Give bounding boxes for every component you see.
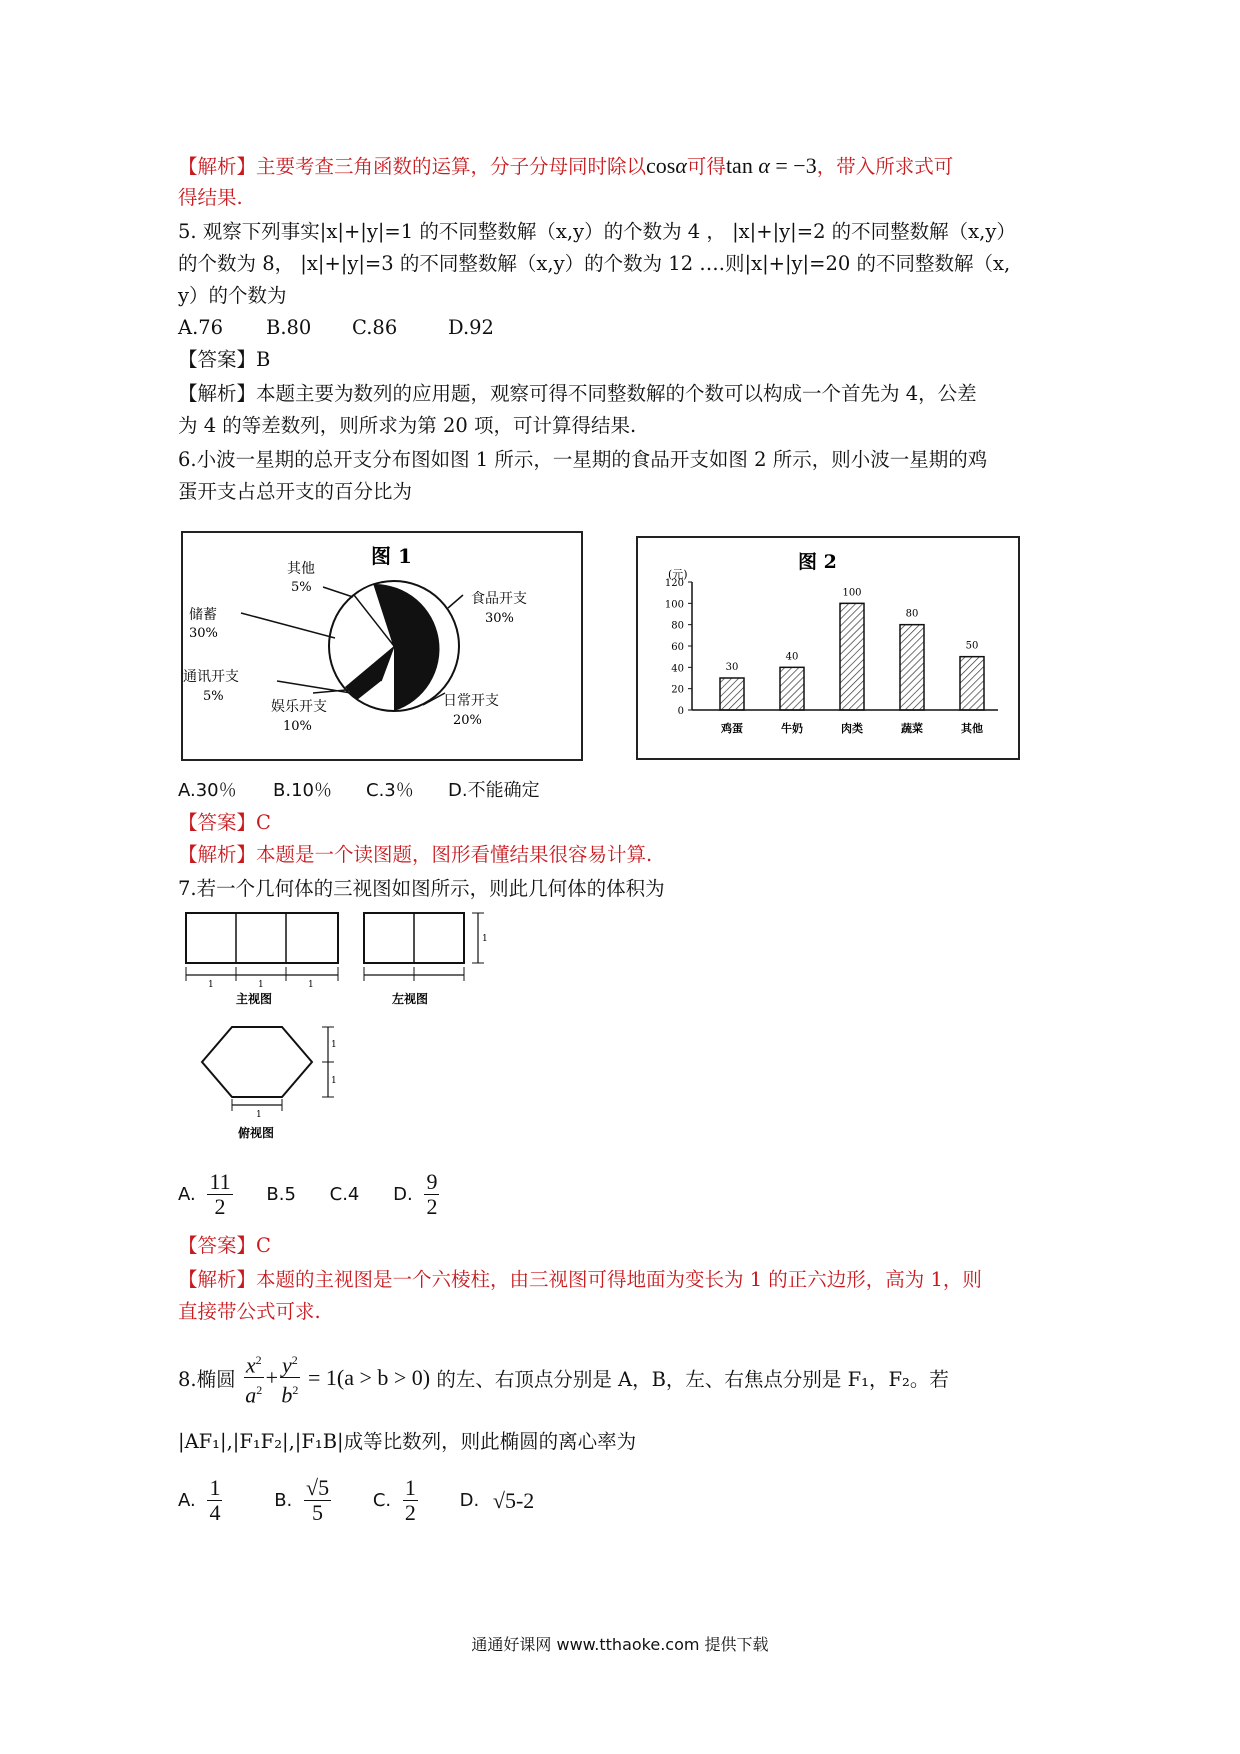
q6-line1: 6.小波一星期的总开支分布图如图 1 所示，一星期的食品开支如图 2 所示，则小波一星期的鸡: [178, 448, 988, 471]
q5-line1: 5. 观察下列事实|x|+|y|=1 的不同整数解（x,y）的个数为 4 ， |x|+|y|=2 的不同整数解（x,y）: [178, 220, 1016, 243]
option-a: A.30％: [178, 780, 237, 801]
front-view-label: 主视图: [236, 992, 273, 1006]
y-tick-label: 40: [671, 663, 684, 675]
denominator: 2: [404, 1500, 416, 1525]
q6-analysis: 【解析】本题是一个读图题，图形看懂结果很容易计算.: [178, 843, 653, 866]
left-height-1: 1: [482, 934, 488, 944]
front-dim-1: 1: [208, 980, 214, 990]
q8-rest: 的左、右顶点分别是 A，B，左、右焦点分别是 F₁，F₂。若: [436, 1367, 949, 1391]
numerator: √5: [306, 1475, 330, 1500]
math-cos-alpha: [646, 153, 687, 178]
label-daily-pct: 20%: [453, 713, 482, 728]
option-a: A.: [178, 1490, 196, 1511]
q6-options: [178, 777, 540, 805]
label-other-pct: 5%: [291, 580, 312, 595]
q6-line2: 蛋开支占总开支的百分比为: [178, 480, 413, 503]
y-tick-label: 60: [671, 642, 684, 653]
label-savings-name: 储蓄: [189, 607, 217, 623]
front-view-rect: [186, 913, 338, 963]
q8-line2: |AF₁|,|F₁F₂|,|F₁B|成等比数列，则此椭圆的离心率为: [178, 1430, 637, 1453]
label-food-name: 食品开支: [471, 591, 527, 607]
category-label: 鸡蛋: [721, 722, 743, 735]
label-comm-pct: 5%: [203, 689, 224, 704]
y-tick-label: 80: [671, 620, 684, 632]
option-a: A.: [178, 1184, 196, 1205]
fig2-title: 图 2: [798, 551, 837, 573]
q7-answer: 【答案】C: [178, 1234, 271, 1257]
option-d: D.: [393, 1184, 413, 1205]
label-comm-name: 通讯开支: [183, 669, 239, 685]
q8-line1: 8.椭圆 $\frac{x^2}{a^2}$ + $\frac{y^2}{b^2}$ = 1(a > b > 0) 的左、右顶点分别是 A，B，左、右焦点分别是 F₁，F₂。若: [178, 1348, 949, 1408]
math-tan-alpha: [726, 153, 817, 178]
label-other-name: 其他: [287, 561, 315, 577]
figure-1-pie: [181, 531, 583, 761]
denominator: 2: [214, 1194, 226, 1219]
three-views-svg: [178, 905, 518, 1155]
bar-1: [780, 667, 804, 710]
bar-3: [900, 625, 924, 710]
analysis-mid: 可得: [686, 155, 726, 178]
option-b: B.10％: [273, 780, 332, 801]
leader-food: [448, 595, 463, 608]
q7-options: [178, 1170, 445, 1220]
bar-0: [720, 678, 744, 710]
a-var: a: [245, 1382, 257, 1408]
label-ent-pct: 10%: [283, 719, 312, 734]
denominator: 5: [312, 1500, 324, 1525]
q7-analysis-line1: 【解析】本题的主视图是一个六棱柱，由三视图可得地面为变长为 1 的正六边形，高为 1，则: [178, 1268, 982, 1291]
three-views-figure: [178, 905, 518, 1155]
leader-savings: [241, 613, 335, 638]
option-b-fraction: [304, 1476, 331, 1525]
q4-analysis-line2: 得结果.: [178, 186, 243, 209]
bar-value-label: 30: [725, 662, 739, 673]
ellipse-x-term: $\frac{x^2}{a^2}$: [244, 1348, 264, 1408]
option-b: B.5: [266, 1184, 296, 1205]
option-d: D.: [459, 1490, 480, 1511]
bar-2: [840, 603, 864, 710]
bar-value-label: 50: [965, 640, 979, 652]
front-dim-2: 1: [258, 980, 264, 990]
option-c: C.4: [329, 1184, 360, 1205]
top-view-label: 俯视图: [238, 1126, 275, 1140]
bars: [720, 587, 984, 735]
option-b: B.80: [266, 316, 312, 339]
q8-options: [178, 1476, 534, 1536]
leader-other: [323, 587, 353, 597]
y-tick-label: 100: [664, 599, 684, 611]
y-tick-label: 20: [671, 684, 684, 696]
bar-value-label: 80: [905, 608, 919, 620]
category-label: 牛奶: [781, 722, 803, 735]
top-height-2: 1: [331, 1076, 337, 1086]
analysis-post: ，带入所求式可: [816, 155, 954, 178]
option-d: D.92: [448, 316, 494, 339]
alpha-text: α: [675, 153, 687, 178]
numerator: 11: [209, 1169, 231, 1194]
pie-svg: [183, 533, 581, 759]
tan-text: tan: [725, 153, 753, 178]
bar-value-label: 100: [842, 587, 862, 599]
option-c: C.3％: [366, 780, 414, 801]
q5-analysis-line1: 【解析】本题主要为数列的应用题，观察可得不同整数解的个数可以构成一个首先为 4，公差: [178, 382, 977, 405]
bar-value-label: 40: [785, 651, 799, 663]
q6-answer: 【答案】C: [178, 811, 271, 834]
top-height-1: 1: [331, 1040, 337, 1050]
cos-text: cos: [646, 153, 676, 178]
footer: 通通好课网 www.tthaoke.com 提供下载: [471, 1635, 769, 1654]
q7-line1: 7.若一个几何体的三视图如图所示，则此几何体的体积为: [178, 877, 665, 900]
analysis-text: 主要考查三角函数的运算，分子分母同时除以: [256, 155, 647, 178]
top-view-hexagon: [202, 1027, 312, 1097]
option-a-fraction: [207, 1170, 232, 1219]
ellipse-condition: = 1(a > b > 0): [307, 1364, 431, 1390]
front-dim-3: 1: [308, 980, 314, 990]
ellipse-y-term: $\frac{y^2}{b^2}$: [280, 1348, 300, 1408]
y-var: y: [282, 1352, 292, 1378]
fig2-ylabel: (元): [668, 568, 688, 581]
left-view-label: 左视图: [392, 992, 429, 1006]
option-d: D.不能确定: [448, 780, 540, 801]
alpha-text-2: α: [758, 153, 770, 178]
denominator: 4: [209, 1500, 221, 1525]
option-d-fraction: [424, 1170, 439, 1219]
denominator: 2: [426, 1194, 438, 1219]
q5-options: [178, 314, 494, 342]
q5-answer: 【答案】B: [178, 348, 271, 371]
q5-analysis-line2: 为 4 的等差数列，则所求为第 20 项，可计算得结果.: [178, 414, 637, 437]
top-width-1: 1: [256, 1110, 262, 1120]
label-daily-name: 日常开支: [443, 693, 499, 709]
q7-analysis-line2: 直接带公式可求.: [178, 1300, 321, 1323]
option-b: B.: [274, 1490, 293, 1511]
option-c: C.: [372, 1490, 392, 1511]
y-ticks: [665, 578, 692, 717]
q5-line3: y）的个数为: [178, 284, 287, 307]
q5-line2: 的个数为 8， |x|+|y|=3 的不同整数解（x,y）的个数为 12 ….则|x|+|y|=20 的不同整数解（x,: [178, 252, 1011, 275]
q8-prefix: 8.椭圆: [178, 1367, 236, 1391]
category-label: 肉类: [841, 722, 863, 735]
numerator: 1: [404, 1475, 416, 1500]
option-a: A.76: [178, 316, 224, 339]
label-ent-name: 娱乐开支: [271, 699, 327, 715]
y-tick-label: 120: [664, 578, 684, 589]
category-label: 蔬菜: [901, 722, 923, 735]
numerator: 1: [209, 1475, 221, 1500]
label-food-pct: 30%: [485, 611, 514, 626]
category-label: 其他: [961, 722, 983, 735]
numerator: 9: [426, 1169, 438, 1194]
x-var: x: [245, 1352, 256, 1378]
q4-analysis-line1: [178, 152, 953, 181]
option-c: C.86: [352, 316, 398, 339]
bar-svg: [638, 538, 1018, 758]
eq-text: = −3: [769, 153, 817, 178]
figure-2-bar: [636, 536, 1020, 760]
option-c-fraction: [403, 1476, 418, 1525]
analysis-tag: 【解析】: [178, 155, 257, 178]
fig1-title: 图 1: [371, 544, 412, 568]
b-var: b: [281, 1382, 293, 1408]
label-savings-pct: 30%: [189, 626, 218, 641]
y-tick-label: 0: [677, 706, 684, 717]
option-d-value: √5-2: [492, 1487, 535, 1513]
bar-4: [960, 657, 984, 710]
option-a-fraction: [207, 1476, 222, 1525]
